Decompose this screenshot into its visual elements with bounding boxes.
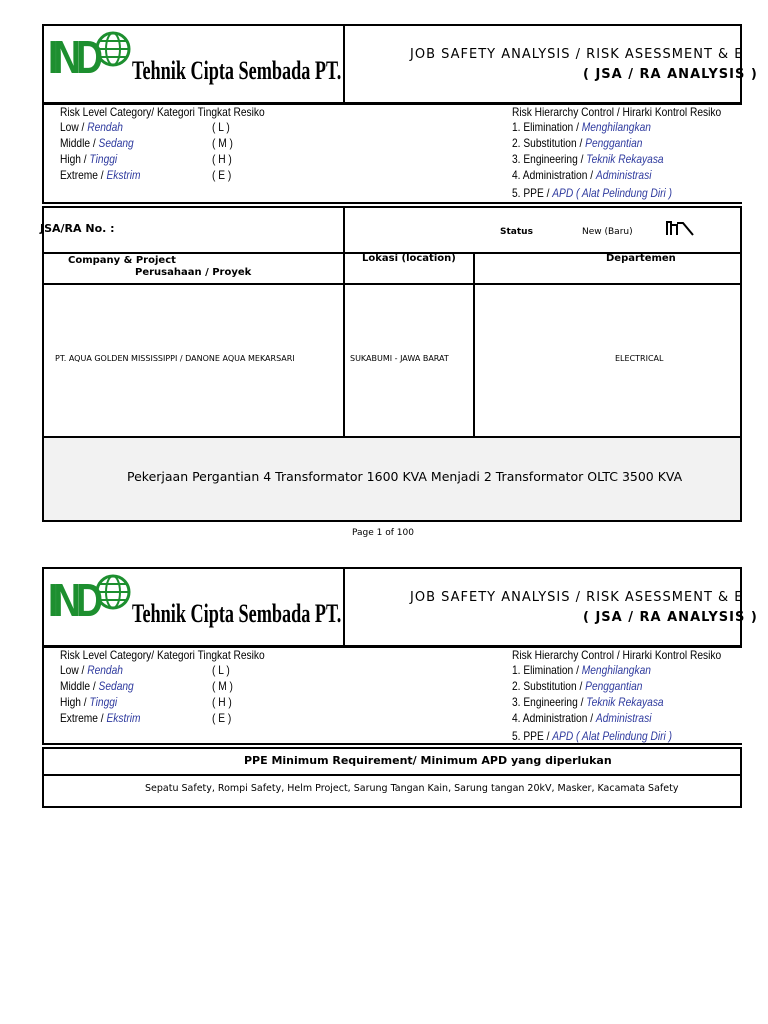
hierarchy-item-4: 4. Administration / Administrasi bbox=[512, 168, 652, 182]
location-value: SUKABUMI - JAWA BARAT bbox=[350, 354, 449, 363]
col-location: Lokasi (location) bbox=[362, 253, 456, 264]
status-value[interactable]: New (Baru) bbox=[582, 227, 633, 237]
risk-level-middle-2: Middle / Sedang bbox=[60, 679, 134, 693]
doc-title-line1-2: JOB SAFETY ANALYSIS / RISK ASESSMENT & E bbox=[410, 590, 744, 605]
col-company-line2: Perusahaan / Proyek bbox=[135, 267, 252, 278]
risk-code-middle-2: ( M ) bbox=[212, 679, 233, 693]
logo-ind-text: IND bbox=[48, 31, 99, 83]
hierarchy-item-3: 3. Engineering / Teknik Rekayasa bbox=[512, 152, 664, 166]
globe-icon bbox=[95, 574, 131, 610]
company-name-2: Tehnik Cipta Sembada PT. bbox=[132, 599, 342, 628]
risk-code-high-2: ( H ) bbox=[212, 695, 232, 709]
hierarchy-heading: Risk Hierarchy Control / Hirarki Kontrol Resiko bbox=[512, 105, 722, 119]
risk-code-extreme: ( E ) bbox=[212, 168, 232, 182]
jsa-no-label: JSA/RA No. : bbox=[40, 222, 115, 235]
hierarchy-item-4-2: 4. Administration / Administrasi bbox=[512, 711, 652, 725]
risk-code-high: ( H ) bbox=[212, 152, 232, 166]
hierarchy-item-3-2: 3. Engineering / Teknik Rekayasa bbox=[512, 695, 664, 709]
ppe-items: Sepatu Safety, Rompi Safety, Helm Project, Sarung Tangan Kain, Sarung tangan 20kV, Masker, Kacamata Safety bbox=[145, 783, 679, 794]
page-number: Page 1 of 100 bbox=[352, 528, 414, 538]
col-department: Departemen bbox=[606, 253, 676, 264]
job-title: Pekerjaan Pergantian 4 Transformator 1600 KVA Menjadi 2 Transformator OLTC 3500 KVA bbox=[127, 469, 683, 484]
risk-level-extreme: Extreme / Ekstrim bbox=[60, 168, 141, 182]
risk-code-low: ( L ) bbox=[212, 120, 230, 134]
company-name: Tehnik Cipta Sembada PT. bbox=[132, 56, 342, 85]
department-value: ELECTRICAL bbox=[615, 354, 664, 363]
risk-level-low-2: Low / Rendah bbox=[60, 663, 123, 677]
hierarchy-item-2: 2. Substitution / Penggantian bbox=[512, 136, 643, 150]
globe-icon bbox=[95, 31, 131, 67]
risk-level-heading: Risk Level Category/ Kategori Tingkat Resiko bbox=[60, 105, 265, 119]
risk-level-high: High / Tinggi bbox=[60, 152, 118, 166]
risk-level-middle: Middle / Sedang bbox=[60, 136, 134, 150]
status-label: Status bbox=[500, 227, 533, 237]
risk-level-low: Low / Rendah bbox=[60, 120, 123, 134]
risk-code-low-2: ( L ) bbox=[212, 663, 230, 677]
doc-title-line2: ( JSA / RA ANALYSIS ) bbox=[583, 67, 758, 82]
doc-title-line2-2: ( JSA / RA ANALYSIS ) bbox=[583, 610, 758, 625]
risk-code-middle: ( M ) bbox=[212, 136, 233, 150]
ppe-heading: PPE Minimum Requirement/ Minimum APD yang diperlukan bbox=[244, 754, 612, 767]
risk-code-extreme-2: ( E ) bbox=[212, 711, 232, 725]
hierarchy-item-2-2: 2. Substitution / Penggantian bbox=[512, 679, 643, 693]
pointer-hand-icon bbox=[665, 217, 695, 239]
hierarchy-heading-2: Risk Hierarchy Control / Hirarki Kontrol Resiko bbox=[512, 648, 722, 662]
hierarchy-item-1-2: 1. Elimination / Menghilangkan bbox=[512, 663, 651, 677]
risk-level-high-2: High / Tinggi bbox=[60, 695, 118, 709]
company-value: PT. AQUA GOLDEN MISSISSIPPI / DANONE AQUA MEKARSARI bbox=[55, 354, 295, 363]
risk-level-heading-2: Risk Level Category/ Kategori Tingkat Resiko bbox=[60, 648, 265, 662]
hierarchy-item-5-2: 5. PPE / APD ( Alat Pelindung Diri ) bbox=[512, 729, 673, 743]
hierarchy-item-1: 1. Elimination / Menghilangkan bbox=[512, 120, 651, 134]
col-company-line1: Company & Project bbox=[68, 255, 176, 266]
hierarchy-item-5: 5. PPE / APD ( Alat Pelindung Diri ) bbox=[512, 186, 673, 200]
doc-title-line1: JOB SAFETY ANALYSIS / RISK ASESSMENT & E bbox=[410, 47, 744, 62]
risk-level-extreme-2: Extreme / Ekstrim bbox=[60, 711, 141, 725]
logo-ind-text-2: IND bbox=[48, 574, 99, 626]
